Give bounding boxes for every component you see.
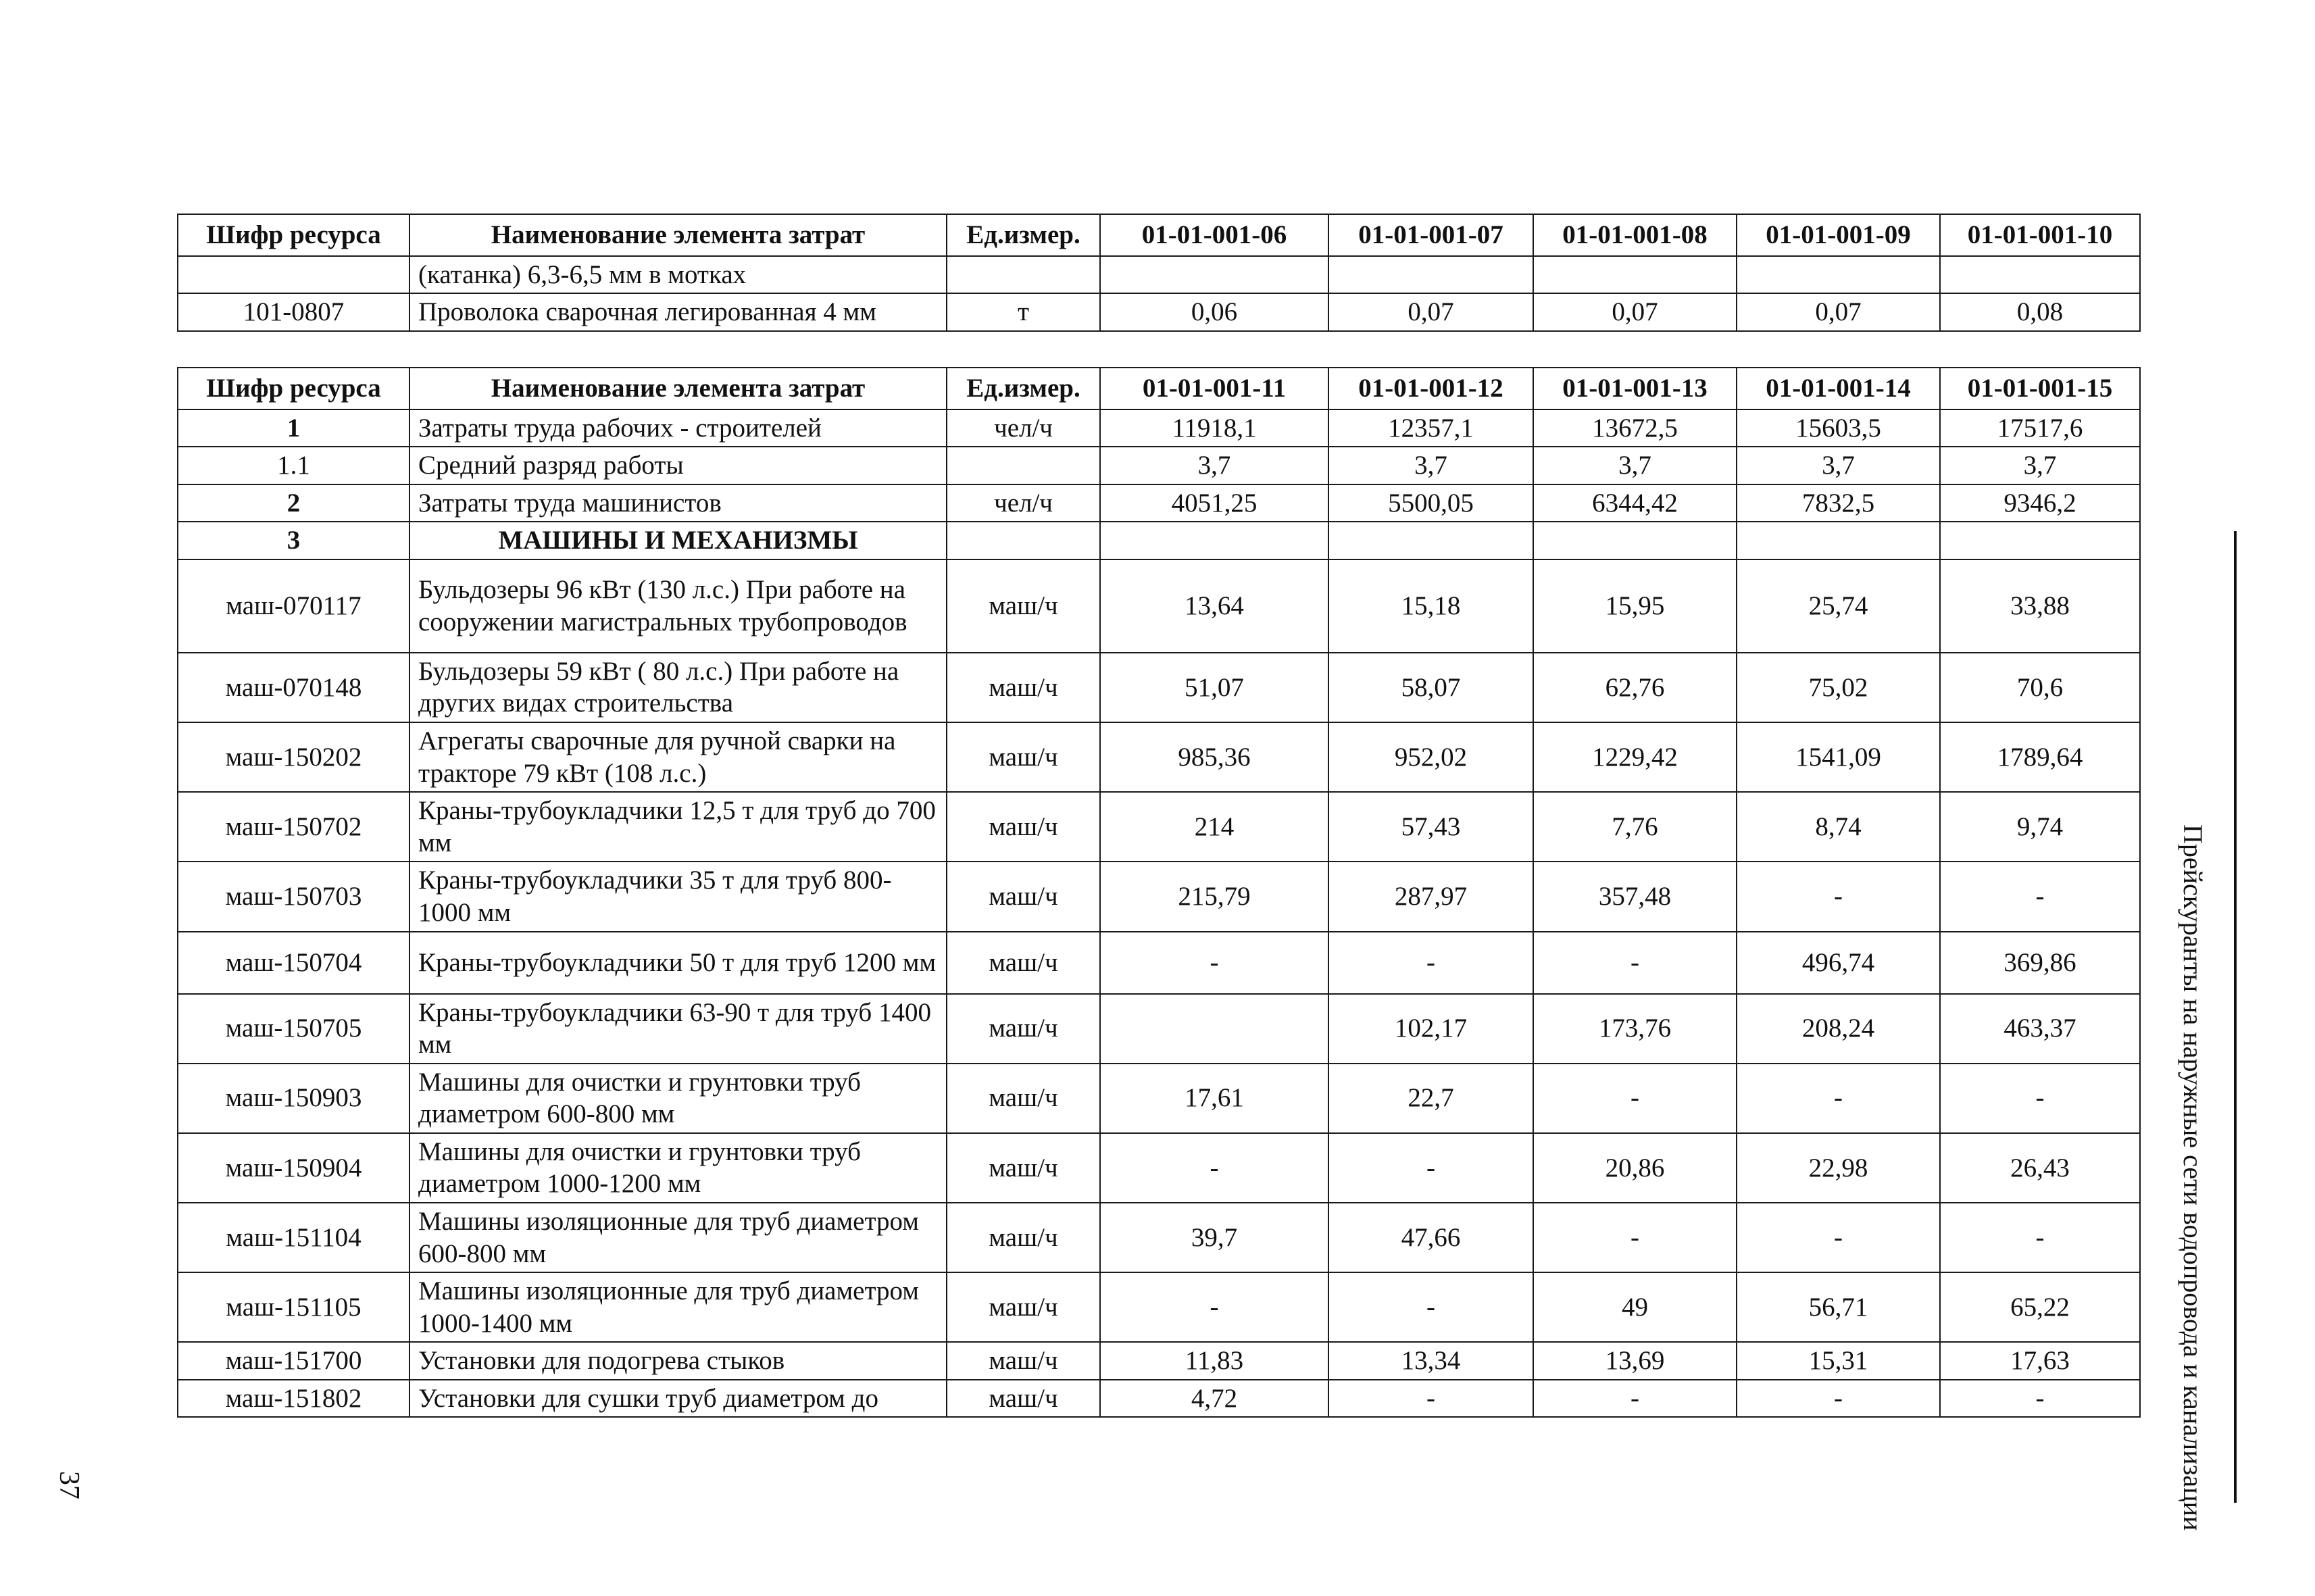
value-cell: 47,66 [1328,1203,1533,1272]
resource-code: маш-151104 [178,1203,409,1272]
value-cell: 15,18 [1328,559,1533,653]
value-cell: 5500,05 [1328,484,1533,522]
unit: чел/ч [947,484,1100,522]
column-header: 01-01-001-08 [1533,214,1737,256]
value-cell: 15603,5 [1737,409,1940,447]
table-row [178,1064,2140,1133]
column-header: Шифр ресурса [178,368,409,409]
table-row [178,862,2140,931]
cost-element-name: Машины для очистки и грунтовки труб диаметром 600-800 мм [409,1064,947,1133]
table-row [178,932,2140,994]
value-cell: 22,98 [1737,1133,1940,1203]
value-cell: 17,63 [1940,1342,2140,1380]
value-cell: - [1533,1203,1737,1272]
section-title: МАШИНЫ И МЕХАНИЗМЫ [409,522,947,559]
value-cell: 215,79 [1100,862,1328,931]
value-cell: 58,07 [1328,653,1533,722]
table-row [178,559,2140,653]
unit [947,522,1100,559]
unit: маш/ч [947,1272,1100,1342]
value-cell: - [1737,1064,1940,1133]
value-cell: 13,64 [1100,559,1328,653]
value-cell: - [1100,932,1328,994]
value-cell: - [1533,932,1737,994]
table-row [178,1133,2140,1203]
unit: маш/ч [947,932,1100,994]
value-cell: 62,76 [1533,653,1737,722]
column-header: 01-01-001-12 [1328,368,1533,409]
value-cell: 51,07 [1100,653,1328,722]
value-cell: - [1940,862,2140,931]
unit: маш/ч [947,1342,1100,1380]
resource-code: маш-070148 [178,653,409,722]
value-cell: 214 [1100,792,1328,862]
table-row [178,484,2140,522]
value-cell: 7,76 [1533,792,1737,862]
value-cell: 463,37 [1940,994,2140,1064]
column-header: 01-01-001-14 [1737,368,1940,409]
table-row [178,1272,2140,1342]
value-cell: 4051,25 [1100,484,1328,522]
resource-code: маш-150703 [178,862,409,931]
value-cell: 0,08 [1940,293,2140,331]
resource-code: маш-150904 [178,1133,409,1203]
value-cell: 26,43 [1940,1133,2140,1203]
value-cell: 57,43 [1328,792,1533,862]
value-cell: 208,24 [1737,994,1940,1064]
value-cell: 0,07 [1328,293,1533,331]
resource-code: маш-151105 [178,1272,409,1342]
column-header: 01-01-001-10 [1940,214,2140,256]
column-header: Ед.измер. [947,214,1100,256]
value-cell: 3,7 [1533,447,1737,484]
value-cell: 11918,1 [1100,409,1328,447]
value-cell: - [1328,932,1533,994]
column-header: 01-01-001-06 [1100,214,1328,256]
unit: маш/ч [947,862,1100,931]
column-header: Ед.измер. [947,368,1100,409]
value-cell: 15,31 [1737,1342,1940,1380]
resource-code: 2 [178,484,409,522]
value-cell: 11,83 [1100,1342,1328,1380]
value-cell: 17,61 [1100,1064,1328,1133]
cost-element-name: Машины изоляционные для труб диаметром 1000-1400 мм [409,1272,947,1342]
cost-element-name: Бульдозеры 59 кВт ( 80 л.с.) При работе на других видах строительства [409,653,947,722]
value-cell: - [1737,1380,1940,1418]
cost-element-name: Краны-трубоукладчики 50 т для труб 1200 мм [409,932,947,994]
resource-code [178,256,409,294]
value-cell: 8,74 [1737,792,1940,862]
value-cell: 25,74 [1737,559,1940,653]
running-title: Прейскуранты на наружные сети водопровода и канализации [2178,824,2208,1531]
resource-code: маш-150202 [178,722,409,792]
table-row [178,792,2140,862]
cost-element-name: Бульдозеры 96 кВт (130 л.с.) При работе на сооружении магистральных трубопроводов [409,559,947,653]
unit: маш/ч [947,1203,1100,1272]
side-divider-line [2234,531,2237,1503]
unit: маш/ч [947,722,1100,792]
table-row [178,447,2140,484]
table-row [178,994,2140,1064]
resource-code: маш-150704 [178,932,409,994]
value-cell [1100,522,1328,559]
value-cell [1737,522,1940,559]
value-cell: 369,86 [1940,932,2140,994]
unit: маш/ч [947,559,1100,653]
resource-table-1 [177,214,2141,332]
value-cell: 6344,42 [1533,484,1737,522]
value-cell [1737,256,1940,294]
cost-element-name: Средний разряд работы [409,447,947,484]
column-header: 01-01-001-09 [1737,214,1940,256]
value-cell: 1789,64 [1940,722,2140,792]
value-cell [1328,522,1533,559]
value-cell: 173,76 [1533,994,1737,1064]
page-number: 37 [53,1471,84,1499]
value-cell: - [1328,1380,1533,1418]
unit: маш/ч [947,1133,1100,1203]
value-cell: 12357,1 [1328,409,1533,447]
column-header: 01-01-001-07 [1328,214,1533,256]
value-cell: 3,7 [1100,447,1328,484]
value-cell: 287,97 [1328,862,1533,931]
resource-table-2 [177,367,2141,1418]
unit: маш/ч [947,1064,1100,1133]
value-cell: 13,69 [1533,1342,1737,1380]
cost-element-name: Затраты труда машинистов [409,484,947,522]
value-cell: 0,07 [1737,293,1940,331]
value-cell: 22,7 [1328,1064,1533,1133]
value-cell: 13672,5 [1533,409,1737,447]
value-cell: 9346,2 [1940,484,2140,522]
cost-element-name: Затраты труда рабочих - строителей [409,409,947,447]
value-cell: 9,74 [1940,792,2140,862]
column-header: Шифр ресурса [178,214,409,256]
resource-code: маш-150903 [178,1064,409,1133]
value-cell: 15,95 [1533,559,1737,653]
value-cell [1533,256,1737,294]
value-cell: 56,71 [1737,1272,1940,1342]
value-cell: 496,74 [1737,932,1940,994]
value-cell: 49 [1533,1272,1737,1342]
cost-element-name: Проволока сварочная легированная 4 мм [409,293,947,331]
value-cell [1940,522,2140,559]
value-cell: 7832,5 [1737,484,1940,522]
value-cell [1940,256,2140,294]
unit [947,256,1100,294]
value-cell [1100,256,1328,294]
value-cell: 102,17 [1328,994,1533,1064]
column-header: 01-01-001-15 [1940,368,2140,409]
value-cell: 3,7 [1737,447,1940,484]
cost-element-name: Краны-трубоукладчики 63-90 т для труб 1400 мм [409,994,947,1064]
unit: маш/ч [947,994,1100,1064]
table-header-row [178,214,2140,256]
value-cell: - [1328,1272,1533,1342]
value-cell: 0,07 [1533,293,1737,331]
resource-code: 1 [178,409,409,447]
cost-element-name: Установки для сушки труб диаметром до [409,1380,947,1418]
value-cell: - [1100,1133,1328,1203]
value-cell: 985,36 [1100,722,1328,792]
column-header: Наименование элемента затрат [409,214,947,256]
value-cell [1533,522,1737,559]
value-cell: 65,22 [1940,1272,2140,1342]
unit: маш/ч [947,653,1100,722]
table-row [178,722,2140,792]
value-cell: 3,7 [1940,447,2140,484]
cost-element-name: Установки для подогрева стыков [409,1342,947,1380]
table-row [178,409,2140,447]
table-row [178,293,2140,331]
table-row [178,653,2140,722]
value-cell: - [1328,1133,1533,1203]
resource-code: 3 [178,522,409,559]
value-cell [1328,256,1533,294]
value-cell: 75,02 [1737,653,1940,722]
table-row [178,1380,2140,1418]
resource-code: 1.1 [178,447,409,484]
resource-code: 101-0807 [178,293,409,331]
unit: т [947,293,1100,331]
value-cell: - [1940,1203,2140,1272]
value-cell: 4,72 [1100,1380,1328,1418]
unit [947,447,1100,484]
cost-element-name: (катанка) 6,3-6,5 мм в мотках [409,256,947,294]
value-cell: 1229,42 [1533,722,1737,792]
unit: маш/ч [947,1380,1100,1418]
section-row [178,522,2140,559]
cost-element-name: Агрегаты сварочные для ручной сварки на тракторе 79 кВт (108 л.с.) [409,722,947,792]
value-cell: 1541,09 [1737,722,1940,792]
value-cell: - [1533,1064,1737,1133]
value-cell: 33,88 [1940,559,2140,653]
resource-code: маш-150702 [178,792,409,862]
unit: чел/ч [947,409,1100,447]
table-row [178,1203,2140,1272]
value-cell: 70,6 [1940,653,2140,722]
value-cell: 39,7 [1100,1203,1328,1272]
value-cell: - [1737,862,1940,931]
resource-code: маш-150705 [178,994,409,1064]
cost-element-name: Машины изоляционные для труб диаметром 600-800 мм [409,1203,947,1272]
value-cell: - [1100,1272,1328,1342]
value-cell: 3,7 [1328,447,1533,484]
value-cell [1100,994,1328,1064]
value-cell: 17517,6 [1940,409,2140,447]
resource-code: маш-151700 [178,1342,409,1380]
cost-element-name: Машины для очистки и грунтовки труб диаметром 1000-1200 мм [409,1133,947,1203]
cost-element-name: Краны-трубоукладчики 35 т для труб 800-1000 мм [409,862,947,931]
value-cell: 13,34 [1328,1342,1533,1380]
column-header: Наименование элемента затрат [409,368,947,409]
cost-element-name: Краны-трубоукладчики 12,5 т для труб до 700 мм [409,792,947,862]
value-cell: 952,02 [1328,722,1533,792]
value-cell: - [1737,1203,1940,1272]
value-cell: - [1940,1064,2140,1133]
column-header: 01-01-001-13 [1533,368,1737,409]
value-cell: 0,06 [1100,293,1328,331]
value-cell: 357,48 [1533,862,1737,931]
value-cell: 20,86 [1533,1133,1737,1203]
resource-code: маш-070117 [178,559,409,653]
table-header-row [178,368,2140,409]
table-row [178,1342,2140,1380]
resource-code: маш-151802 [178,1380,409,1418]
value-cell: - [1940,1380,2140,1418]
unit: маш/ч [947,792,1100,862]
value-cell: - [1533,1380,1737,1418]
table-row [178,256,2140,294]
column-header: 01-01-001-11 [1100,368,1328,409]
